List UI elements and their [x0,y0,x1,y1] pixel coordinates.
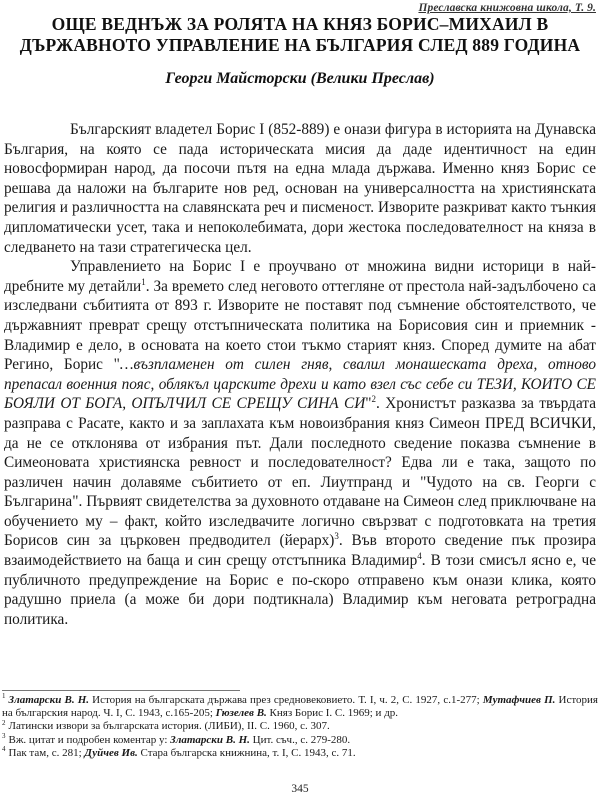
paragraph-2-text-d: . Във второто сведение пък прозира взаимодействието на баща и син срещу отстъпника Владимир [4,532,596,570]
footnote-2 [2,720,598,733]
paragraph-1: Българският владетел Борис I (852-889) е онази фигура в историята на Дунавска България, на която се пада историческата мисия да даде идентичност на един новосформиран народ, да посочи пътя на една млада държава. Именно княз Борис се решава да наложи на българите нов ред, основан на универсалността на християнската религия и различността на славянската реч и писменост. Изворите разкриват както тънкия дипломатически усет, така и непоколебимата, дори жестока последователност на княза в следването на тази стратегическа цел. [4,121,596,256]
footnote-author: Златарски В. Н. [170,733,250,746]
footnote-ref-2[interactable]: 2 [371,394,376,405]
paragraph-2-text-a: Управлението на Борис I е проучвано от множина видни историци в най-дребните му детайли [4,258,596,295]
article-title-line-1: ОЩЕ ВЕДНЪЖ ЗА РОЛЯТА НА КНЯЗ БОРИС–МИХАИЛ В [51,14,549,34]
article-title-line-2: ДЪРЖАВНОТО УПРАВЛЕНИЕ НА БЪЛГАРИЯ СЛЕД 889 ГОДИНА [19,35,581,55]
paragraph-2 [4,257,596,629]
footnote-text: Вж. цитат и подробен коментар у: [8,733,171,746]
footnote-3 [2,731,598,747]
paragraph-2-text-c: . Хронистът разказва за твърдата разправа с Расате, както и за заплахата към новоизбрания княз Симеон ПРЕД ВСИЧКИ, да не се отклонява от избрания път. Дали последното сведение показва съмнение в Симеоновата християнска ревност и последователност? Едва ли е така, защото по различен начин долавяме събитието от еп. Лиутпранд и "Чудото на св. Георги с Българина". Първият свидетелства за духовното отдаване на Симеон след приключване на обучението му – факт, който изследвачите логично свързват с подготовката на третия Борисов син за църковен предводител (йерарх) [4,395,596,550]
footnote-ref-3[interactable]: 3 [334,531,339,542]
article-body [4,120,596,629]
footnote-text: История на българския народ. Ч. I, С. 1943, с.165-205; [2,694,598,720]
footnotes-section [2,694,598,760]
footnote-author: Дуйчев Ив. [84,746,138,759]
footnote-author: Гюзелев В. [215,707,267,720]
article-author: Георги Майсторски (Велики Преслав) [165,70,435,87]
footnote-text: История на българската държава през средновековието. Т. I, ч. 2, С. 1927, с.1-277; [89,694,483,706]
footnote-text: Латински извори за българската история. (ЛИБИ), II. С. 1960, с. 307. [8,720,330,733]
article-title [0,14,600,56]
footnote-author: Мутафчиев П. [482,694,556,706]
footnote-author: Златарски В. Н. [8,694,90,706]
footnote-number: 3 [2,731,6,740]
regino-quote: …възпламенен от силен гняв, свалил монашеската дреха, отново препасал военния пояс, облякъл царските дрехи и като взел със себе си ТЕЗИ, КОИТО СЕ БОЯЛИ ОТ БОГА, ОПЪЛЧИЛ СЕ СРЕЩУ СИНА СИ [4,356,596,413]
footnote-text: Цит. съч., с. 279-280. [249,733,351,746]
footnote-text: Пак там, с. 281; [8,746,85,759]
page-number: 345 [291,783,309,795]
footnote-text: Княз Борис I. С. 1969; и др. [266,707,399,720]
footnote-1 [2,694,598,720]
footnote-text: Стара българска книжнина, т. I, С. 1943, с. 71. [137,746,356,759]
footnote-number: 1 [2,692,6,701]
paragraph-2-text-b: . За времето след неговото оттегляне от престола най-задълбочено са изследвани събитията от 893 г. Изворите не поставят под съмнение обстоятелството, че държавният преврат срещу отстъпническата политика на Борисовия син и приемник - Владимир е дело, в основата на което стои тъкмо старият княз. Според думите на абат Регино, Борис " [4,277,596,374]
footnote-ref-4[interactable]: 4 [417,550,422,561]
paragraph-2-text-e: . В този смисъл ясно е, че публичното предупреждение на Борис е по-скоро отправено към онази клика, която радушно приела (а може би дори подтикнала) Владимир към неговата ретроградна политика. [4,552,596,628]
footnote-4 [2,747,598,760]
quote-close-mark: " [365,395,372,413]
footnote-number: 2 [2,718,6,727]
footnote-divider [2,690,240,691]
running-header: Преславска книжовна школа, Т. 9. [418,2,596,14]
footnote-ref-1[interactable]: 1 [141,276,146,287]
footnote-number: 4 [2,745,6,754]
